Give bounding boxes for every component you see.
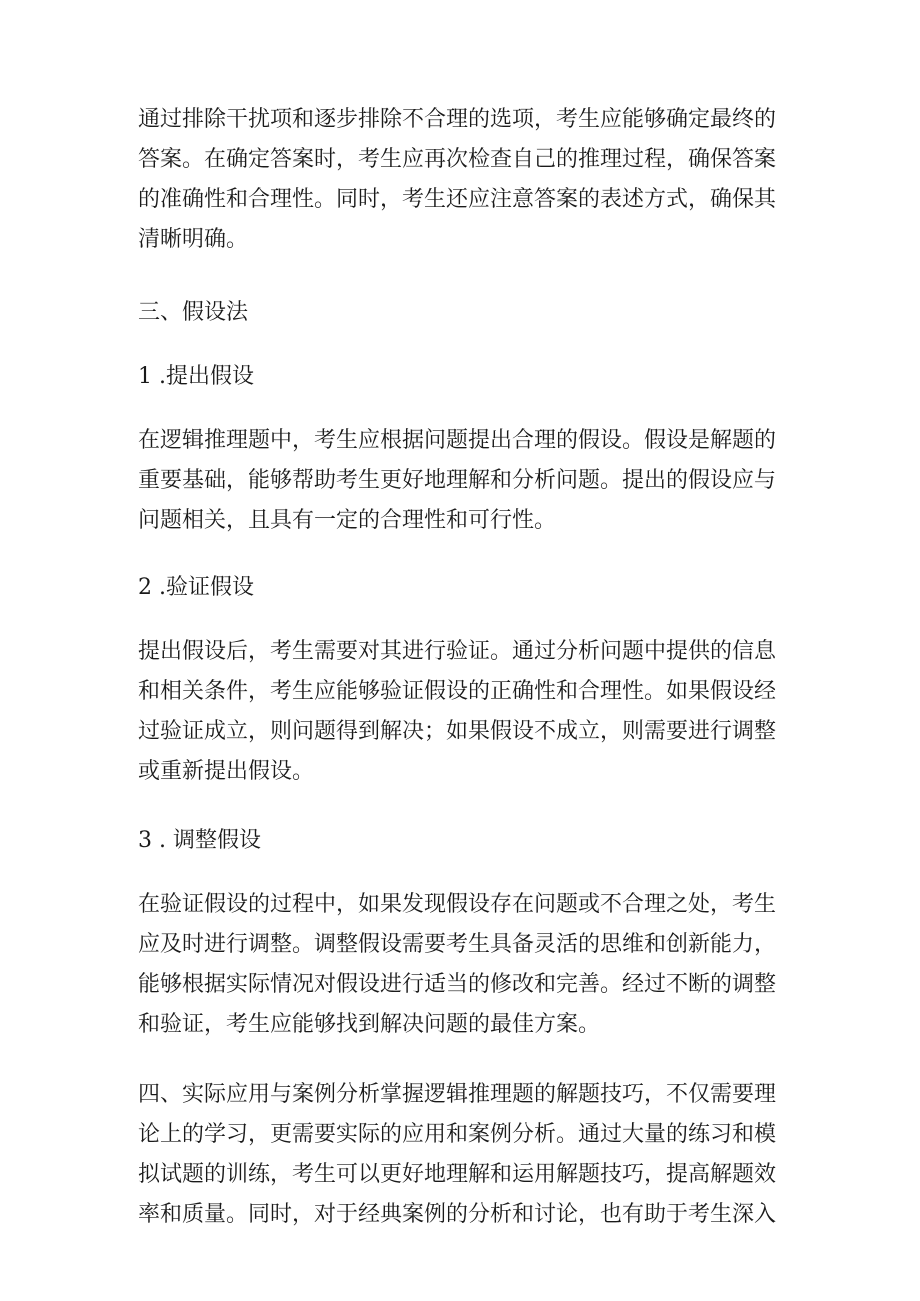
section-three-heading: 三、假设法 <box>138 300 249 325</box>
item-1-paragraph: 在逻辑推理题中，考生应根据问题提出合理的假设。假设是解题的 重要基础，能够帮助考生更好地理解和分析问题。提出的假设应与 问题相关，且具有一定的合理性和可行性。 <box>138 428 777 533</box>
intro-paragraph: 通过排除干扰项和逐步排除不合理的选项，考生应能够确定最终的 答案。在确定答案时，考生应再次检查自己的推理过程，确保答案 的准确性和合理性。同时，考生还应注意答案的表述方式，确保其 清晰明确。 <box>138 107 777 252</box>
item-3-paragraph: 在验证假设的过程中，如果发现假设存在问题或不合理之处，考生 应及时进行调整。调整假设需要考生具备灵活的思维和创新能力， 能够根据实际情况对假设进行适当的修改和完善。经过不断的调整 和验证，考生应能够找到解决问题的最佳方案。 <box>138 892 777 1037</box>
item-2-paragraph: 提出假设后，考生需要对其进行验证。通过分析问题中提供的信息 和相关条件，考生应能够验证假设的正确性和合理性。如果假设经 过验证成立，则问题得到解决；如果假设不成立，则需要进行调整 或重新提出假设。 <box>138 639 777 784</box>
item-3-heading: 3 . 调整假设 <box>138 828 261 853</box>
item-2-heading: 2 .验证假设 <box>138 575 254 600</box>
section-four-paragraph: 四、实际应用与案例分析掌握逻辑推理题的解题技巧，不仅需要理 论上的学习，更需要实际的应用和案例分析。通过大量的练习和模 拟试题的训练，考生可以更好地理解和运用解题技巧，提高解题效 率和质量。同时，对于经典案例的分析和讨论，也有助于考生深入 <box>138 1082 777 1227</box>
item-1-heading: 1 .提出假设 <box>138 364 254 389</box>
